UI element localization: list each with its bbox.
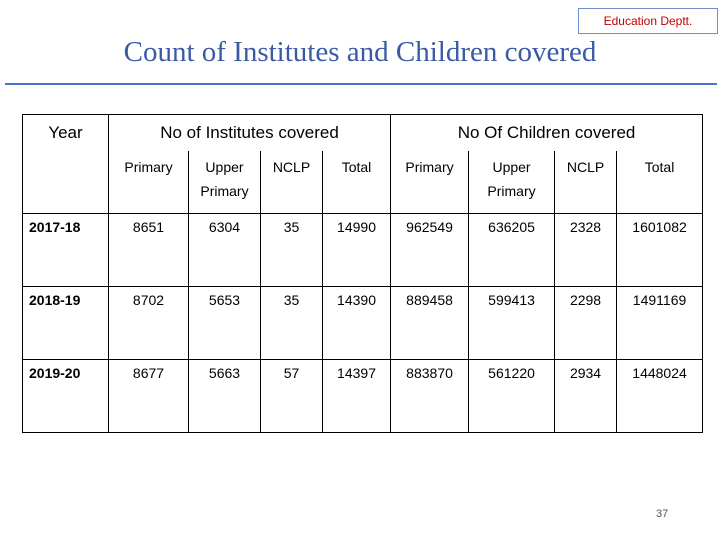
group-header-row <box>23 115 703 152</box>
table-cell: 14990 <box>323 214 391 287</box>
year-cell: 2019-20 <box>23 360 109 433</box>
table-cell: 35 <box>261 214 323 287</box>
sub-header-cell: Total <box>617 151 703 214</box>
table-cell: 5663 <box>189 360 261 433</box>
table-cell: 883870 <box>391 360 469 433</box>
table-cell: 636205 <box>469 214 555 287</box>
institutes-group-header: No of Institutes covered <box>109 115 391 152</box>
table-cell: 599413 <box>469 287 555 360</box>
year-cell: 2018-19 <box>23 287 109 360</box>
table-cell: 57 <box>261 360 323 433</box>
table-cell: 561220 <box>469 360 555 433</box>
children-group-header: No Of Children covered <box>391 115 703 152</box>
sub-header-row <box>23 151 703 214</box>
year-header: Year <box>23 115 109 152</box>
sub-header-cell: Primary <box>391 151 469 214</box>
table-cell: 6304 <box>189 214 261 287</box>
table-cell: 8651 <box>109 214 189 287</box>
sub-header-cell: Primary <box>109 151 189 214</box>
table-row <box>23 360 703 433</box>
sub-header-cell: NCLP <box>261 151 323 214</box>
table-cell: 1601082 <box>617 214 703 287</box>
sub-header-cell: NCLP <box>555 151 617 214</box>
table-row <box>23 287 703 360</box>
year-header-spacer <box>23 151 109 214</box>
table-cell: 35 <box>261 287 323 360</box>
table-cell: 8677 <box>109 360 189 433</box>
table-cell: 14397 <box>323 360 391 433</box>
sub-header-cell: Upper Primary <box>189 151 261 214</box>
page-number: 37 <box>656 508 669 520</box>
table-cell: 14390 <box>323 287 391 360</box>
year-cell: 2017-18 <box>23 214 109 287</box>
institutes-children-table <box>22 114 703 433</box>
table-cell: 962549 <box>391 214 469 287</box>
table-cell: 889458 <box>391 287 469 360</box>
sub-header-cell: Total <box>323 151 391 214</box>
table-cell: 2298 <box>555 287 617 360</box>
department-badge: Education Deptt. <box>578 8 718 34</box>
table-cell: 5653 <box>189 287 261 360</box>
table-cell: 8702 <box>109 287 189 360</box>
table-cell: 1448024 <box>617 360 703 433</box>
page-title: Count of Institutes and Children covered <box>123 36 597 68</box>
title-underline <box>5 83 717 85</box>
table-row <box>23 214 703 287</box>
table-cell: 2328 <box>555 214 617 287</box>
table-cell: 1491169 <box>617 287 703 360</box>
table-cell: 2934 <box>555 360 617 433</box>
sub-header-cell: Upper Primary <box>469 151 555 214</box>
